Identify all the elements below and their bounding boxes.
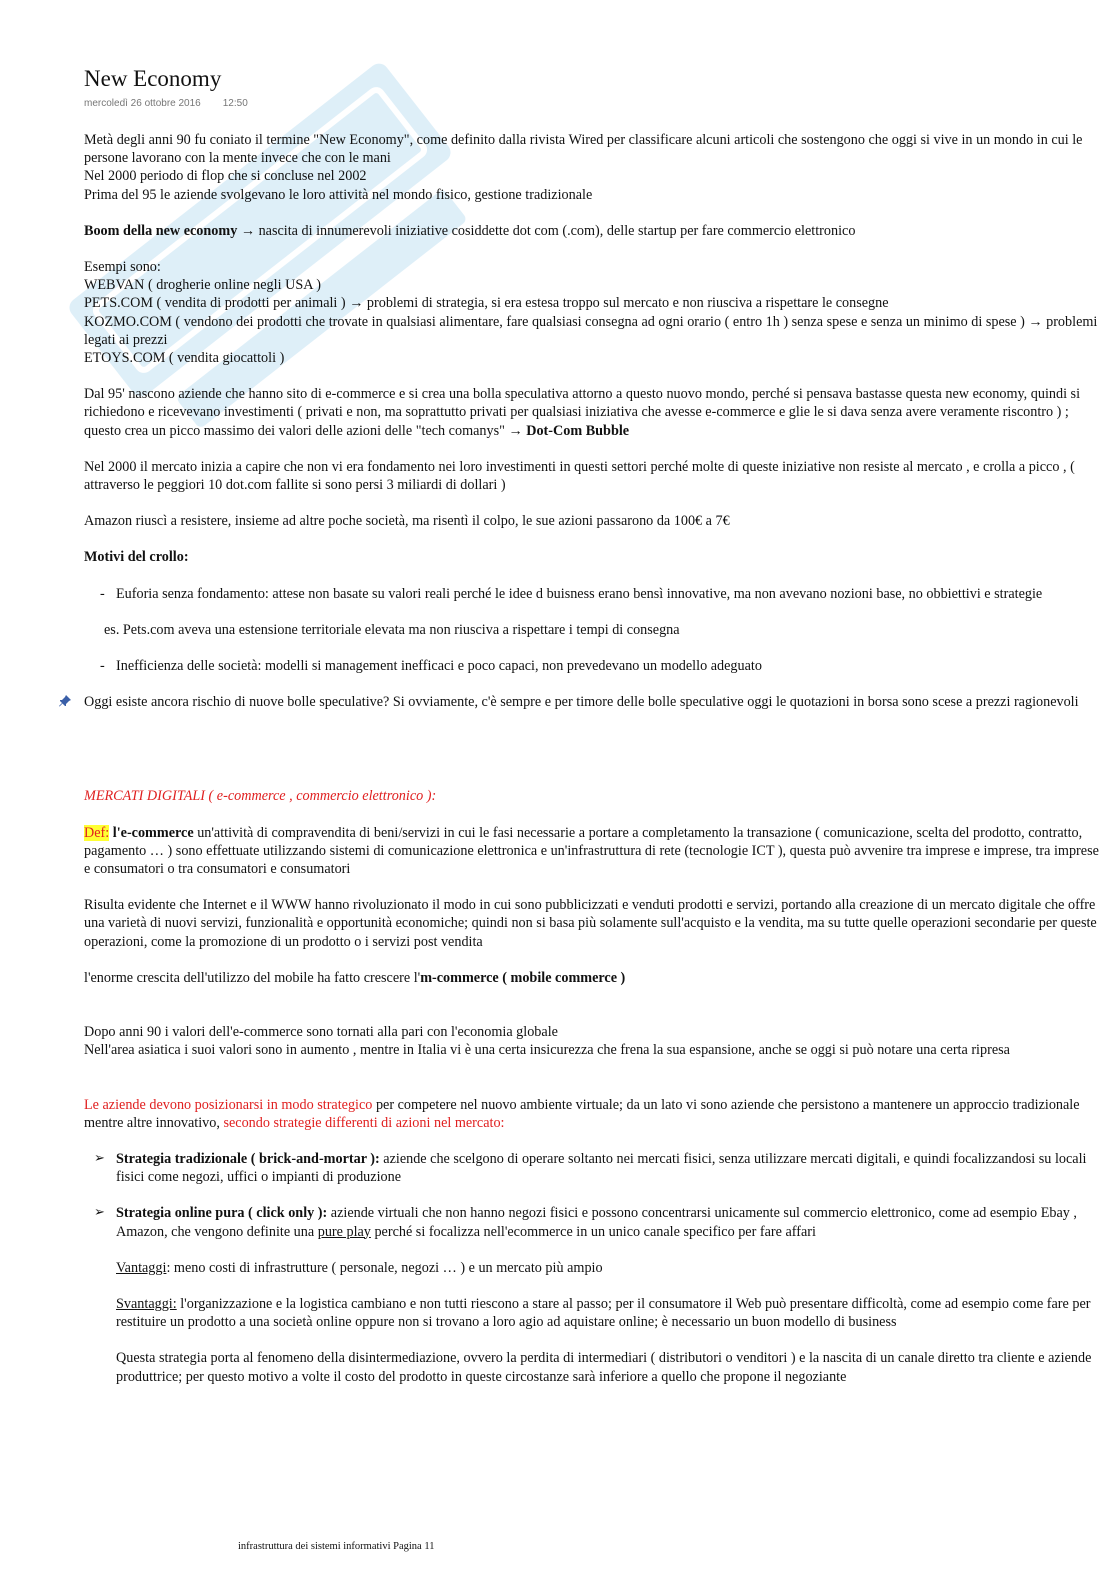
arrow-bullet-icon: ➢ bbox=[94, 1205, 105, 1221]
example-etoys: ETOYS.COM ( vendita giocattoli ) bbox=[84, 350, 285, 367]
dash-bullet: - bbox=[100, 658, 105, 675]
examples-list bbox=[84, 258, 1102, 367]
mobile-paragraph: l'enorme crescita dell'utilizzo del mobile ha fatto crescere l'm-commerce ( mobile commerce ) bbox=[84, 969, 626, 986]
mercati-heading: MERCATI DIGITALI ( e-commerce , commercio elettronico ): bbox=[84, 788, 437, 805]
pushpin-icon bbox=[58, 694, 72, 708]
crash-paragraph: Nel 2000 il mercato inizia a capire che non vi era fondamento nei loro investimenti in questi settori perché molte di queste iniziative non resiste al mercato , e crolla a picco , ( attraverso le peggiori 10 dot.com fallite si sono persi 3 miliardi di dollari ) bbox=[84, 458, 1075, 494]
intro-line-1: Metà degli anni 90 fu coniato il termine "New Economy", come definito dalla rivista Wired per classificare alcuni articoli che sostengono che oggi si vive in un mondo in cui le persone lavorano con la mente invece che con le mani bbox=[84, 132, 1083, 167]
page-date: mercoledì 26 ottobre 2016 bbox=[84, 98, 201, 109]
pin-note: Oggi esiste ancora rischio di nuove bolle speculative? Si ovviamente, c'è sempre e per timore delle bolle speculative oggi le quotazioni in borsa sono scese a prezzi ragionevoli bbox=[84, 693, 1102, 711]
example-pets: PETS.COM ( vendita di prodotti per animali ) → problemi di strategia, si era estesa troppo sul mercato e non riusciva a rispettare le consegne bbox=[84, 295, 889, 312]
example-webvan: WEBVAN ( drogherie online negli USA ) bbox=[84, 277, 321, 294]
bubble-text: Dal 95' nascono aziende che hanno sito di e-commerce e si crea una bolla speculativa attorno a questo nuovo mondo, perché si pensava bastasse questa new economy, quindi si richiedono e ricevevano investimenti ( privati e non, ma soprattutto privati per qualsiasi iniziativa che avesse e-commerce e glie le si dava senza avere veramente riscontro ) ; questo crea un picco massimo dei valori delle azioni delle "tech comanys" → bbox=[84, 386, 1081, 439]
dopo-line-2: Nell'area asiatica i suoi valori sono in aumento , mentre in Italia vi è una certa insicurezza che frena la sua espansione, anche se oggi si può notare una certa ripresa bbox=[84, 1042, 1010, 1059]
mcommerce-term: m-commerce ( mobile commerce ) bbox=[420, 969, 626, 986]
strategie-paragraph: Le aziende devono posizionarsi in modo strategico per competere nel nuovo ambiente virtuale; da un lato vi sono aziende che persistono a mantenere un approccio tradizionale mentre altre innovativo, secondo strategie differenti di azioni nel mercato: bbox=[84, 1096, 1080, 1131]
boom-text: → nascita di innumerevoli iniziative cosiddette dot com (.com), delle startup per fare commercio elettronico bbox=[237, 222, 856, 239]
svantaggi-paragraph: Svantaggi: l'organizzazione e la logistica cambiano e non tutti riescono a stare al passo; per il consumatore il Web può presentare difficoltà, come ad esempio come fare per restituire un prodotto a una società online oppure non si trovano a loro agio ad aquistare online; è necessario un buon modello di business bbox=[116, 1295, 1091, 1331]
intro-paragraph bbox=[84, 131, 1102, 204]
amazon-paragraph: Amazon riuscì a resistere, insieme ad altre poche società, ma risentì il colpo, le sue azioni passarono da 100€ a 7€ bbox=[84, 513, 730, 530]
boom-paragraph bbox=[84, 222, 1102, 240]
example-kozmo: KOZMO.COM ( vendono dei prodotti che trovate in qualsiasi alimentare, fare qualsiasi consegna ad ogni orario ( entro 1h ) senza spese e senza un minimo di spese ) → problemi legati ai prezzi bbox=[84, 313, 1098, 348]
def-label: Def: bbox=[84, 824, 110, 841]
bubble-term: Dot-Com Bubble bbox=[526, 422, 630, 439]
def-text: un'attività di compravendita di beni/servizi in cui le fasi necessarie a portare a completamento la transazione ( comunicazione, scelta del prodotto, contratto, pagamento … ) sono effettuate utilizzando sistemi di comunicazione elettronica e un'infrastruttura di rete (tecnologie ICT ), questa può avvenire tra imprese e imprese, tra imprese e consumatori o tra consumatori e consumatori bbox=[84, 824, 1099, 878]
strategy-traditional: ➢ Strategia tradizionale ( brick-and-mortar ): aziende che scelgono di operare soltanto nei mercati fisici, senza utilizzare mercati digitali, e quindi focalizzandosi su locali fisici come negozi, uffici o impianti di produzione bbox=[94, 1150, 1087, 1186]
motivi-heading: Motivi del crollo: bbox=[84, 549, 189, 566]
bubble-paragraph bbox=[84, 385, 1102, 440]
intro-line-3: Prima del 95 le aziende svolgevano le loro attività nel mondo fisico, gestione tradizionale bbox=[84, 186, 593, 203]
note-content bbox=[84, 131, 1102, 1386]
dopo-line-1: Dopo anni 90 i valori dell'e-commerce sono tornati alla pari con l'economia globale bbox=[84, 1024, 558, 1041]
boom-heading: Boom della new economy bbox=[84, 222, 238, 239]
strategy-online: ➢ Strategia online pura ( click only ): aziende virtuali che non hanno negozi fisici e possono concentrarsi unicamente sul commercio elettronico, come ad esempio Ebay , Amazon, che vengono definite una pure play perché si focalizza nell'ecommerce in un unico canale specifico per fare affari bbox=[94, 1205, 1077, 1240]
dash-bullet: - bbox=[100, 585, 105, 602]
examples-heading: Esempi sono: bbox=[84, 259, 161, 276]
motivi-item-1: - Euforia senza fondamento: attese non basate su valori reali perché le idee d buisness erano bensì innovative, ma non avevano nozioni base, no obbiettivi e strategie bbox=[100, 585, 1043, 602]
disintermediation-paragraph: Questa strategia porta al fenomeno della disintermediazione, ovvero la perdita di intermediari ( distributori o venditori ) e la nascita di un canale diretto tra cliente e aziende produttrice; per questo motivo a volte il costo del prodotto in queste circostanze sarà inferiore a quello che propone il negoziante bbox=[116, 1350, 1092, 1385]
motivi-item-2: - Inefficienza delle società: modelli si management inefficaci e poco capaci, non prevedevano un modello adeguato bbox=[100, 658, 762, 675]
page-meta bbox=[84, 98, 248, 109]
page-footer: infrastruttura dei sistemi informativi Pagina 11 bbox=[238, 1541, 435, 1552]
page-time: 12:50 bbox=[222, 98, 248, 109]
def-term: l'e-commerce bbox=[109, 824, 194, 841]
page-title: New Economy bbox=[84, 66, 222, 91]
intro-line-2: Nel 2000 periodo di flop che si concluse nel 2002 bbox=[84, 168, 367, 185]
internet-paragraph: Risulta evidente che Internet e il WWW hanno rivoluzionato il modo in cui sono pubblicizzati e venduti prodotti e servizi, portando alla creazione di un mercato digitale che offre una varietà di nuovi servizi, funzionalità e opportunità economiche; quindi non si basa più solamente sull'acquisto e la vendita, ma su tutte quelle operazioni secondarie per queste operazioni, come la promozione di un prodotto o i servizi post vendita bbox=[84, 897, 1097, 950]
definition-paragraph bbox=[84, 824, 1102, 879]
arrow-bullet-icon: ➢ bbox=[94, 1150, 105, 1166]
dopo-paragraph bbox=[84, 1023, 1102, 1059]
vantaggi-paragraph: Vantaggi: meno costi di infrastrutture ( personale, negozi … ) e un mercato più ampio bbox=[116, 1259, 603, 1276]
motivi-example: es. Pets.com aveva una estensione territoriale elevata ma non riusciva a rispettare i tempi di consegna bbox=[104, 621, 680, 638]
